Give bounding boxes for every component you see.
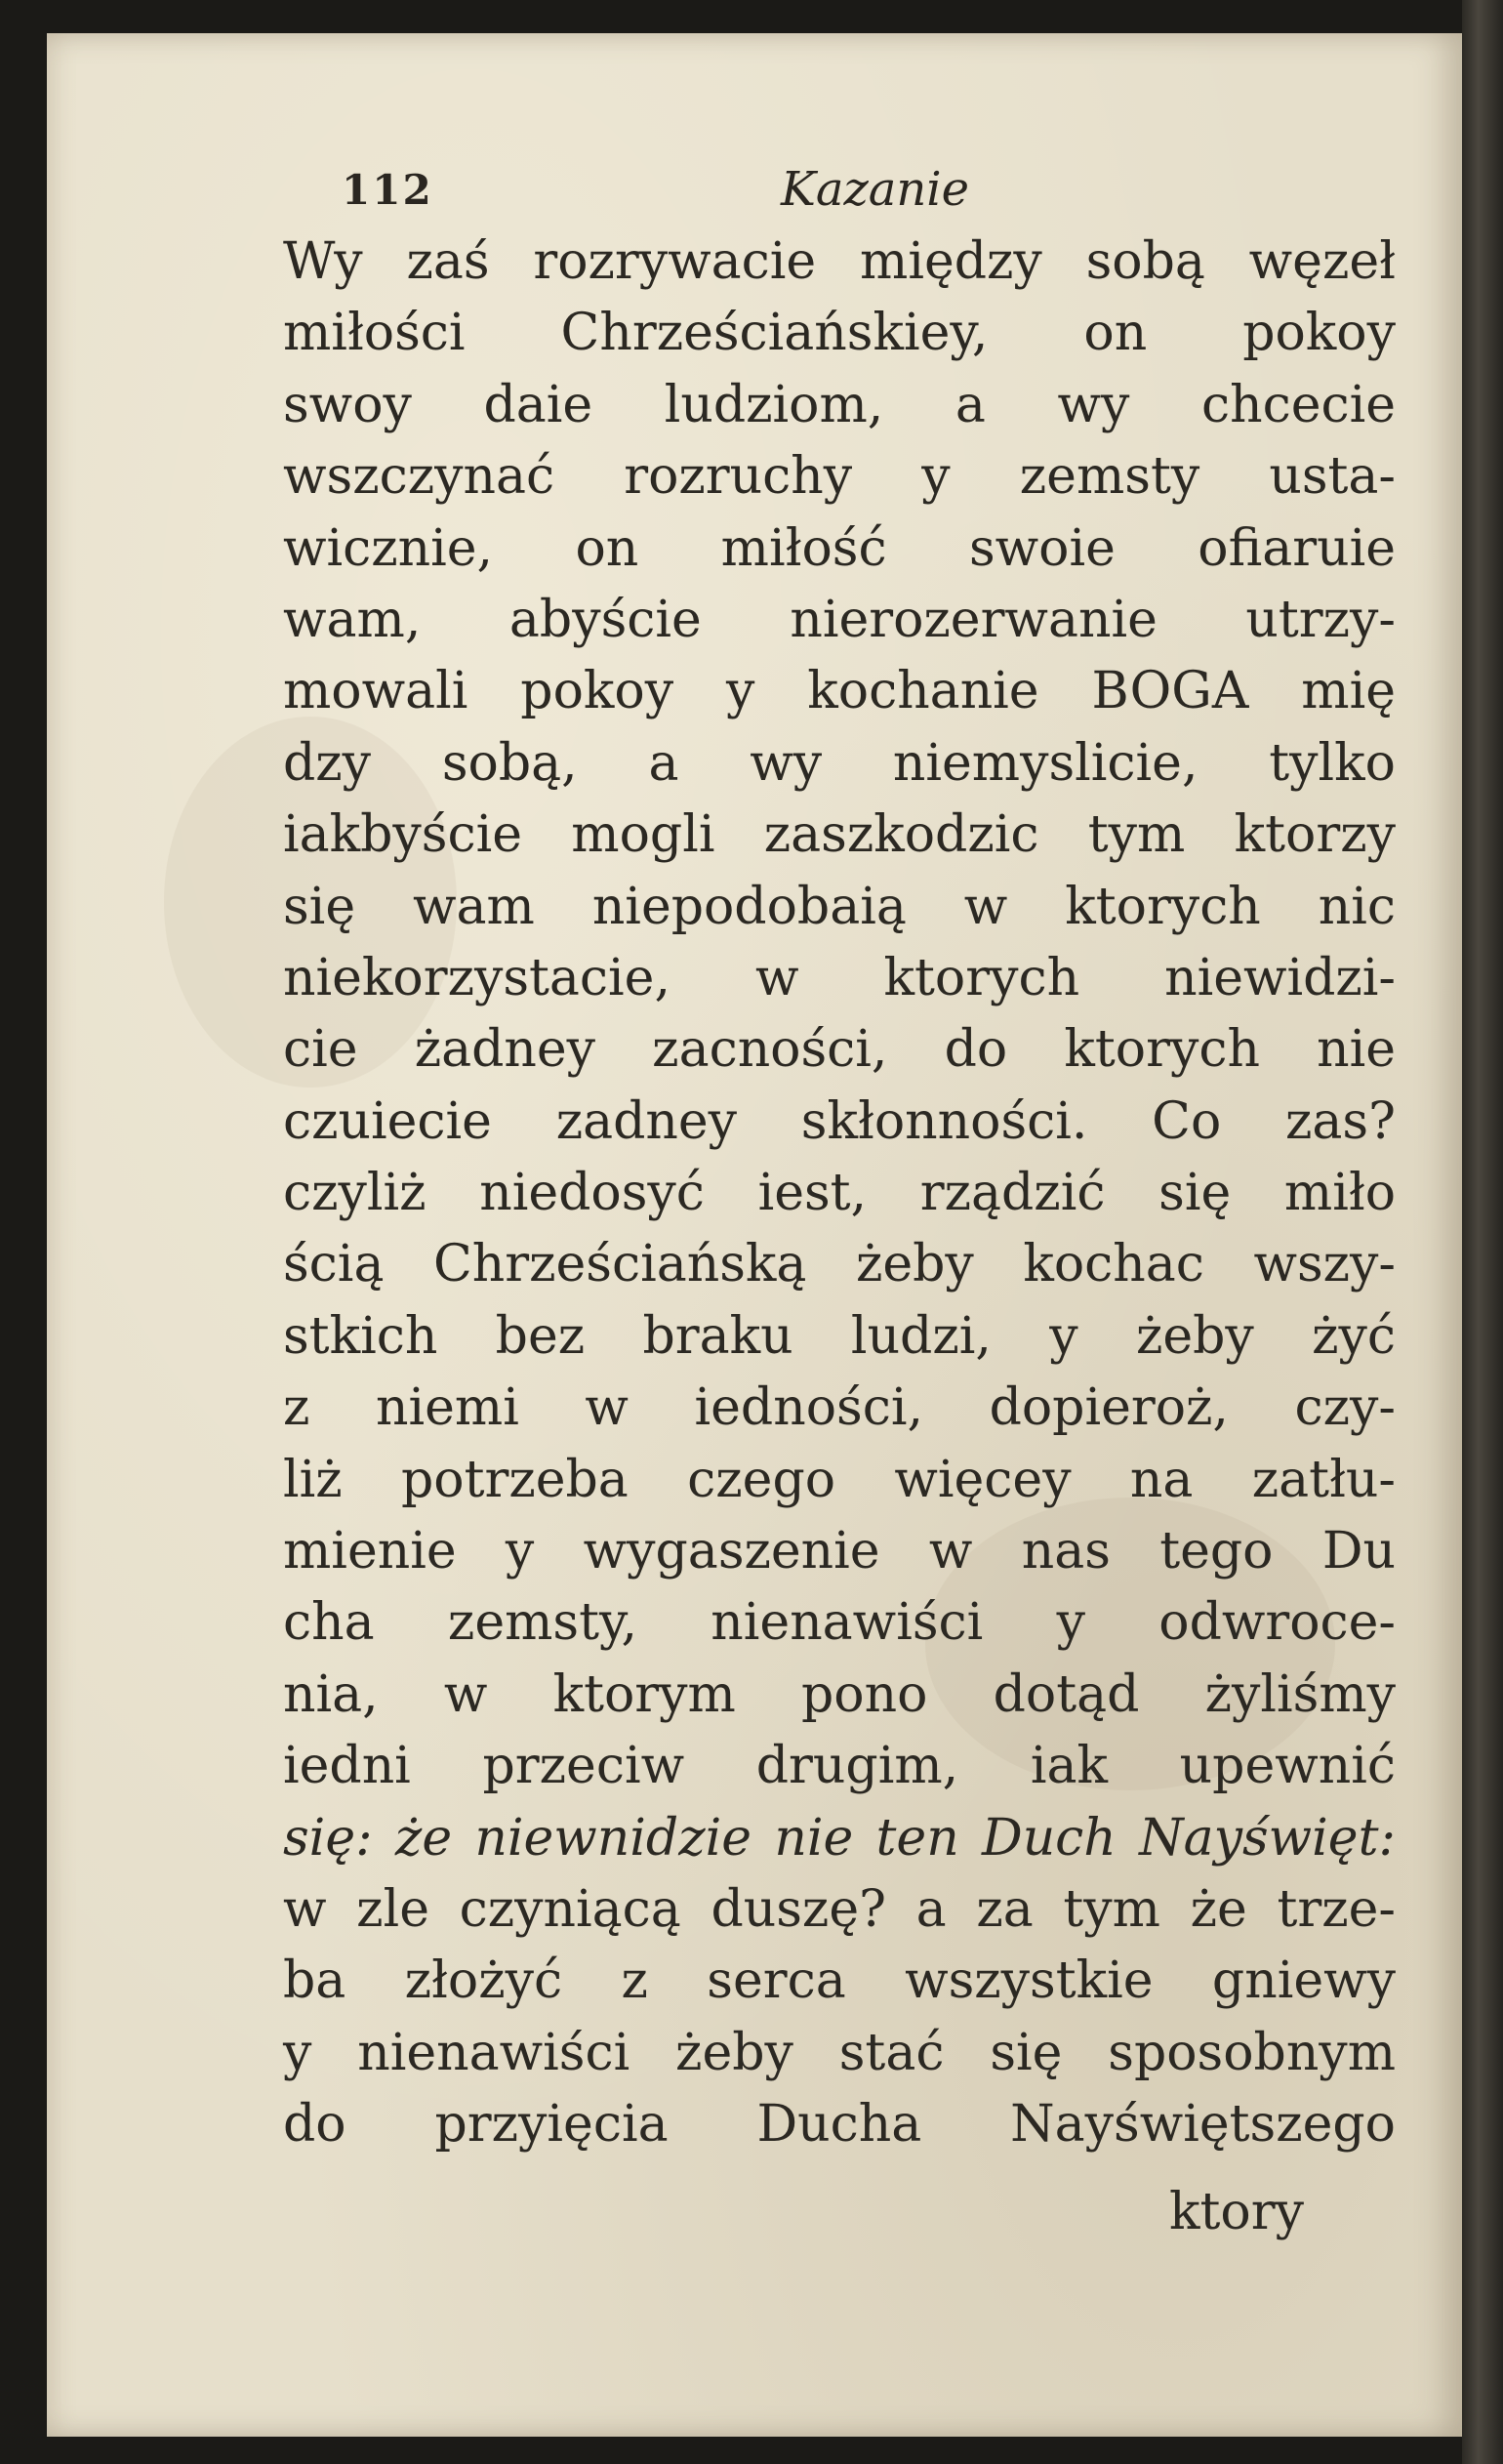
text-line: iakbyście mogli zaszkodzic tym ktorzy [283,805,1396,865]
body-text [283,226,1396,2161]
text-line: miłości Chrześciańskiey, on pokoy [283,304,1396,363]
catchword: ktory [1169,2183,1304,2241]
text-line: w zle czyniącą duszę? a za tym że trze- [283,1879,1396,1939]
page-number: 112 [342,166,433,214]
text-line: się wam niepodobaią w ktorych nic [283,877,1396,936]
text-line: czyliż niedosyć iest, rządzić się miło [283,1164,1396,1223]
text-line: wszczynać rozruchy y zemsty usta- [283,447,1396,507]
text-line: nia, w ktorym pono dotąd żyliśmy [283,1664,1396,1724]
text-line: cie żadney zacności, do ktorych nie [283,1020,1396,1080]
scan-background-left [0,0,47,2464]
text-line: liż potrzeba czego więcey na zatłu- [283,1450,1396,1509]
text-line: swoy daie ludziom, a wy chcecie [283,375,1396,434]
text-line: mowali pokoy y kochanie BOGA mię [283,662,1396,721]
text-line: stkich bez braku ludzi, y żeby żyć [283,1306,1396,1366]
text-line: y nienawiści żeby stać się sposobnym [283,2023,1396,2082]
text-line: wicznie, on miłość swoie ofiaruie [283,518,1396,578]
text-line: z niemi w iedności, dopieroż, czy- [283,1378,1396,1438]
text-line: do przyięcia Ducha Nayświętszego [283,2095,1396,2155]
text-line: ścią Chrześciańską żeby kochac wszy- [283,1235,1396,1294]
page-header [342,156,1318,225]
text-line: dzy sobą, a wy niemyslicie, tylko [283,733,1396,793]
text-line: niekorzystacie, w ktorych niewidzi- [283,948,1396,1007]
text-line: mienie y wygaszenie w nas tego Du [283,1522,1396,1581]
text-line: iedni przeciw drugim, iak upewnić [283,1737,1396,1796]
book-edge [1462,0,1503,2464]
text-line: wam, abyście nierozerwanie utrzy- [283,590,1396,649]
text-line: Wy zaś rozrywacie między sobą węzeł [283,232,1396,291]
text-line: czuiecie zadney skłonności. Co zas? [283,1091,1396,1151]
text-line-italic: się: że niewnidzie nie ten Duch Nayświęt: [283,1808,1396,1868]
running-head: Kazanie [781,162,970,217]
text-line: cha zemsty, nienawiści y odwroce- [283,1593,1396,1653]
text-line: ba złożyć z serca wszystkie gniewy [283,1951,1396,2011]
